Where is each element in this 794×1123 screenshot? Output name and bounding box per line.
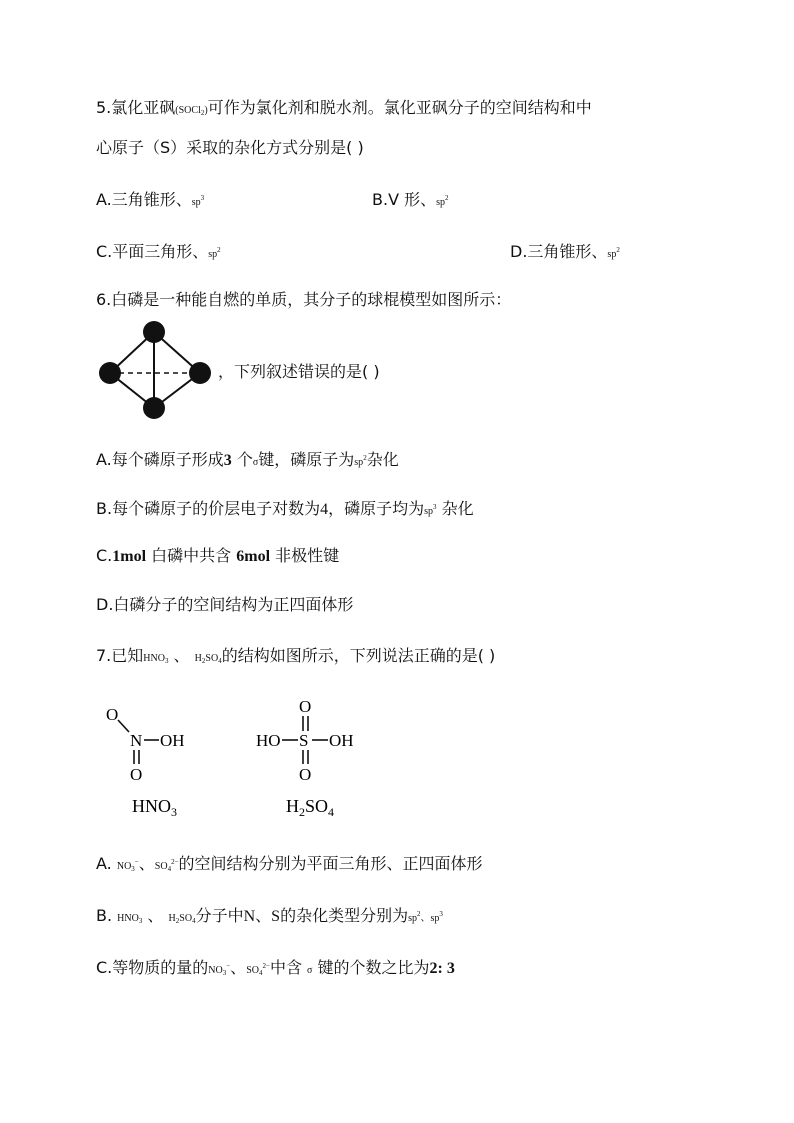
quantity: 1mol [112,548,147,565]
superscript: 2 [445,194,449,202]
formula-subscript: 2 [201,657,206,665]
hybrid: sp [191,197,201,208]
option-text: C. [96,546,113,565]
formula-part: (SOCl [175,105,201,116]
phosphorus-atom [143,321,165,343]
q5-option-c [96,240,221,265]
element-symbol: N [243,908,256,925]
option-text: C.等物质的量的 [96,958,209,977]
hydroxyl-group: OH [329,731,354,750]
quantity: 6mol [236,548,271,565]
nitrate-ion [116,858,139,873]
option-text: 杂化 [366,450,399,469]
q6-stem: 6.白磷是一种能自燃的单质，其分子的球棍模型如图所示： [96,290,512,309]
option-text: B.每个磷原子的价层电子对数为 [96,499,321,518]
h2so4-formula [195,653,222,664]
separator: 、 [255,906,272,925]
phosphorus-atom [189,362,211,384]
phosphorus-atom [99,362,121,384]
phosphorus-atom [143,397,165,419]
stem-text: 的结构如图所示，下列说法正确的是( ) [221,646,496,665]
option-text: B. [96,906,118,925]
ion-subscript: 3 [222,969,227,977]
option-text: A.每个磷原子形成 [96,450,224,469]
sigma-symbol: σ [307,965,313,976]
hno3-formula [117,913,142,924]
q7-option-c [96,956,455,983]
option-label: C.平面三角形、 [96,242,209,261]
ion-charge: 2− [262,962,270,970]
hybrid: sp [354,457,364,468]
nitrogen-atom: N [130,731,143,750]
hybrid: sp [436,197,446,208]
formula-part: H [168,913,176,924]
superscript: 2 [217,246,221,254]
superscript: 2 [616,246,620,254]
label-part: H [286,796,299,816]
stem-text: 7.已知 [96,646,144,665]
option-text: 分子中 [195,906,244,925]
formula-subscript: 4 [218,657,222,665]
superscript: 2 [416,910,421,918]
number: 4 [320,501,329,518]
formula-subscript: 2 [175,917,180,925]
ion-charge: − [226,962,231,970]
superscript: 2 [363,454,367,462]
h2so4-structure [254,692,374,822]
formula-subscript: 3 [138,917,143,925]
hno3-label [132,796,177,819]
superscript: 3 [439,910,443,918]
hybrid: sp [430,913,440,924]
ion-part: SO [154,861,168,872]
option-text: 个 [236,450,253,469]
oxygen-atom: O [299,765,312,784]
option-text: 的空间结构分别为平面三角形、正四面体形 [178,854,483,873]
sulfate-ion [154,858,179,873]
ratio-value: 2: 3 [429,960,455,977]
option-label: A.三角锥形、 [96,190,192,209]
hydroxyl-group: OH [160,731,185,750]
option-text: 键，磷原子为 [258,450,355,469]
hno3-structure [96,692,206,822]
option-text: 中含 [269,958,302,977]
hybrid: sp [607,249,617,260]
socl2-formula [175,105,207,116]
ion-subscript: 4 [258,969,263,977]
hno3-formula [143,653,168,664]
hybrid: sp [408,913,417,924]
q6-stem-continued: ，下列叙述错误的是( ) [218,362,380,381]
formula-part: SO [205,653,219,664]
oxygen-atom: O [130,765,143,784]
ion-part: NO [208,965,223,976]
q7-option-a [96,852,483,879]
q5-stem-line2: 心原子（S）采取的杂化方式分别是( ) [96,138,364,157]
sigma-symbol: σ [252,457,259,468]
q5-option-b [372,188,449,213]
option-text: 白磷中共含 [151,546,232,565]
option-text: 非极性键 [275,546,340,565]
option-text: 杂化 [441,499,474,518]
formula-subscript: 4 [192,917,196,925]
ion-part: NO [116,861,132,872]
hybrid: sp [424,506,433,517]
formula-part: HNO [117,913,139,924]
formula-part: H [194,653,202,664]
superscript: 3 [200,194,205,202]
sulfate-ion [246,962,270,977]
white-phosphorus-model [96,318,226,424]
q6-option-c [96,546,339,567]
ion-subscript: 4 [167,865,172,873]
h2so4-formula [169,913,196,924]
hydroxyl-group: HO [256,731,281,750]
q6-option-b [96,497,474,522]
formula-subscript: 3 [164,657,169,665]
option-text: 的杂化类型分别为 [280,906,409,925]
oxygen-atom: O [299,697,312,716]
separator: 、 [420,913,431,924]
option-text: 键的个数之比为 [317,958,430,977]
option-text: A. [96,854,112,873]
q5-stem-text: 可作为氯化剂和脱水剂。氯化亚砜分子的空间结构和中 [207,98,592,117]
ion-part: SO [246,965,259,976]
label-subscript: 3 [171,805,177,819]
label-part: SO [305,796,329,816]
option-label: B.V 形、 [372,190,437,209]
option-text: ，磷原子均为 [328,499,425,518]
option-label: D.三角锥形、 [510,242,608,261]
q7-option-b [96,904,443,931]
nitrate-ion [208,962,231,977]
separator: 、 [173,646,190,665]
bond [118,720,129,732]
h2so4-label [286,796,334,819]
hybrid: sp [208,249,218,260]
element-symbol: S [271,908,281,925]
q6-option-a [96,448,399,473]
ion-charge: 2− [171,858,179,866]
formula-part: HNO [143,653,165,664]
ion-subscript: 3 [131,865,135,873]
separator: 、 [138,854,155,873]
q6-option-d: D.白磷分子的空间结构为正四面体形 [96,595,354,614]
label-subscript: 4 [328,805,335,819]
q5-stem-text: 5.氯化亚砜 [96,98,176,117]
separator: 、 [230,958,247,977]
label-part: HNO [132,796,171,816]
ion-charge: − [134,858,139,866]
q5-option-d [510,240,620,265]
q5-option-a [96,188,204,213]
q7-stem [96,646,495,671]
formula-subscript: 2 [200,109,205,117]
separator: 、 [147,906,164,925]
superscript: 3 [433,503,437,511]
q5-stem-line1 [96,98,592,123]
sulfur-atom: S [299,731,309,750]
formula-part: SO [179,913,193,924]
oxygen-atom: O [106,705,119,724]
number: 3 [223,452,232,469]
label-subscript: 2 [299,805,305,819]
formula-part: ) [204,105,208,116]
